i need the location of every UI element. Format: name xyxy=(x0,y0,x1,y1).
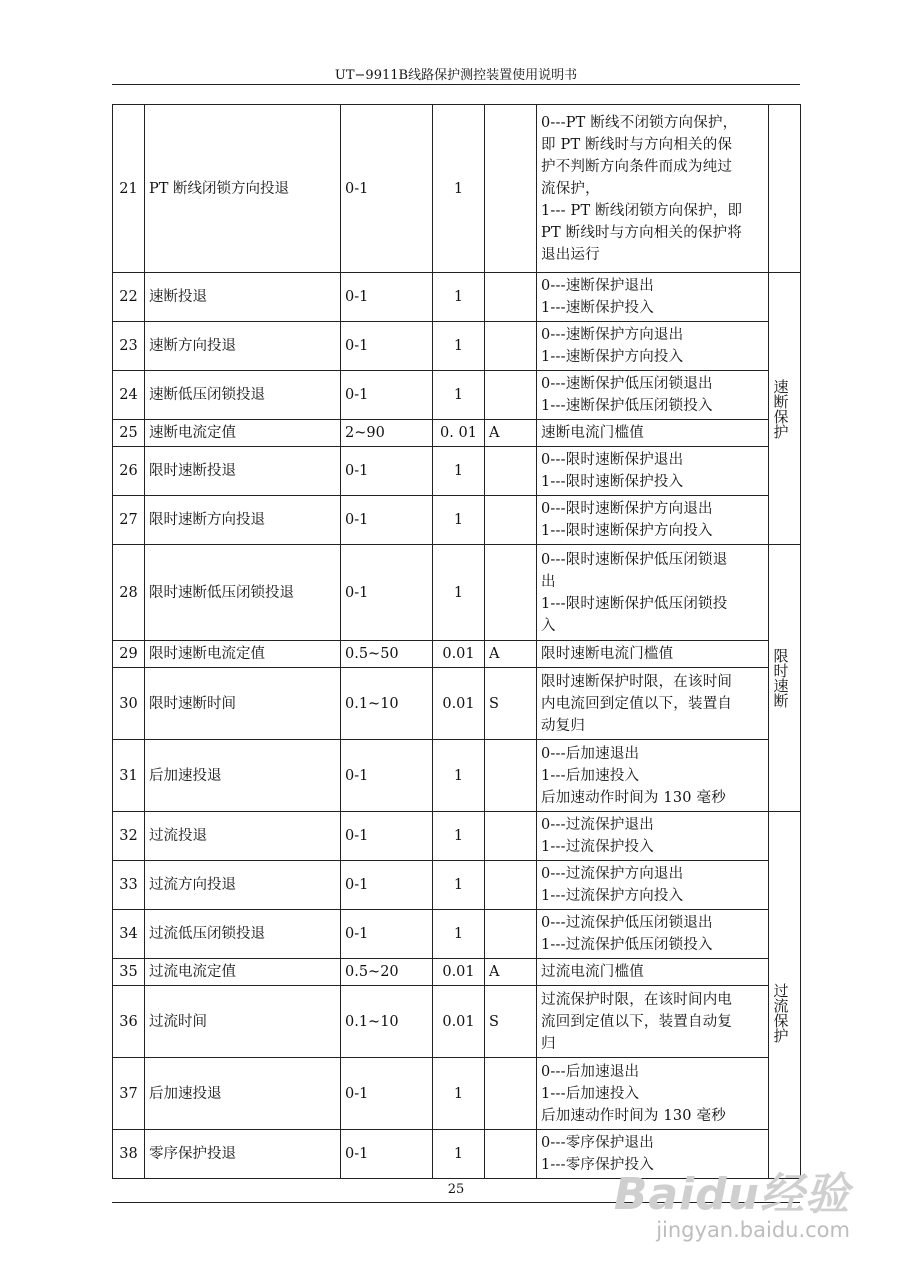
group-label-cell xyxy=(769,812,801,1179)
param-description xyxy=(537,545,769,641)
param-name: 过流低压闭锁投退 xyxy=(145,910,341,959)
param-range: 0-1 xyxy=(341,273,433,322)
watermark-url: jingyan.baidu.com xyxy=(656,1218,850,1242)
desc-line: 1---限时速断保护方向投入 xyxy=(541,523,713,539)
param-unit: S xyxy=(485,986,537,1058)
param-name: 速断投退 xyxy=(145,273,341,322)
table-row xyxy=(113,545,801,641)
param-step: 0.01 xyxy=(433,668,485,740)
param-name: 零序保护投退 xyxy=(145,1130,341,1179)
desc-line: 0---速断保护方向退出 xyxy=(541,327,684,343)
param-range: 0.5~20 xyxy=(341,959,433,986)
param-step: 0. 01 xyxy=(433,420,485,447)
desc-line: 0---过流保护退出 xyxy=(541,817,654,833)
desc-line: 1---速断保护低压闭锁投入 xyxy=(541,398,713,414)
desc-line: 1---速断保护投入 xyxy=(541,300,654,316)
desc-line: 1---限时速断保护低压闭锁投 xyxy=(541,595,728,612)
table-row xyxy=(113,910,801,959)
table-row xyxy=(113,986,801,1058)
desc-line: 0---后加速退出 xyxy=(541,745,640,762)
desc-line: 1---过流保护方向投入 xyxy=(541,888,684,904)
group-label-cell xyxy=(769,545,801,812)
row-number: 38 xyxy=(113,1130,145,1179)
param-name: 过流投退 xyxy=(145,812,341,861)
param-range: 0.1~10 xyxy=(341,668,433,740)
row-number: 27 xyxy=(113,496,145,545)
desc-line: 动复归 xyxy=(541,717,586,734)
table-row xyxy=(113,496,801,545)
param-step: 1 xyxy=(433,1058,485,1130)
param-step: 1 xyxy=(433,322,485,371)
row-number: 36 xyxy=(113,986,145,1058)
desc-line: 1--- PT 断线闭锁方向保护，即 xyxy=(541,202,743,219)
row-number: 22 xyxy=(113,273,145,322)
param-name: 后加速投退 xyxy=(145,740,341,812)
desc-line: 1---后加速投入 xyxy=(541,767,640,784)
param-unit xyxy=(485,371,537,420)
param-description xyxy=(537,273,769,322)
param-name: 速断方向投退 xyxy=(145,322,341,371)
desc-line: 退出运行 xyxy=(541,246,600,263)
param-range: 2~90 xyxy=(341,420,433,447)
table-row xyxy=(113,740,801,812)
row-number: 31 xyxy=(113,740,145,812)
table-row xyxy=(113,812,801,861)
group-label-cell xyxy=(769,273,801,545)
row-number: 24 xyxy=(113,371,145,420)
param-name: 限时速断时间 xyxy=(145,668,341,740)
row-number: 34 xyxy=(113,910,145,959)
desc-line: 0---速断保护退出 xyxy=(541,278,654,294)
param-name: 限时速断低压闭锁投退 xyxy=(145,545,341,641)
desc-line: 0---零序保护退出 xyxy=(541,1135,654,1151)
desc-line: 0---后加速退出 xyxy=(541,1063,640,1080)
param-range: 0-1 xyxy=(341,371,433,420)
param-range: 0-1 xyxy=(341,545,433,641)
table-row xyxy=(113,959,801,986)
param-step: 1 xyxy=(433,910,485,959)
param-name: 过流方向投退 xyxy=(145,861,341,910)
param-range: 0-1 xyxy=(341,496,433,545)
param-step: 1 xyxy=(433,371,485,420)
desc-line: 0---限时速断保护方向退出 xyxy=(541,501,713,517)
param-step: 1 xyxy=(433,496,485,545)
desc-line: 0---速断保护低压闭锁退出 xyxy=(541,376,713,392)
param-description xyxy=(537,371,769,420)
desc-line: 1---速断保护方向投入 xyxy=(541,349,684,365)
param-unit xyxy=(485,812,537,861)
table-row xyxy=(113,273,801,322)
param-name: 限时速断投退 xyxy=(145,447,341,496)
row-number: 30 xyxy=(113,668,145,740)
row-number: 29 xyxy=(113,641,145,668)
header-rule xyxy=(112,84,800,85)
table-row xyxy=(113,641,801,668)
settings-table xyxy=(112,104,801,1179)
desc-line: 内电流回到定值以下，装置自 xyxy=(541,695,733,712)
row-number: 23 xyxy=(113,322,145,371)
row-number: 21 xyxy=(113,105,145,273)
desc-line: 护不判断方向条件而成为纯过 xyxy=(541,158,733,175)
param-unit xyxy=(485,740,537,812)
desc-line: 即 PT 断线时与方向相关的保 xyxy=(541,136,733,153)
param-name: PT 断线闭锁方向投退 xyxy=(145,105,341,273)
param-description xyxy=(537,641,769,668)
param-description xyxy=(537,668,769,740)
param-unit: S xyxy=(485,668,537,740)
param-description xyxy=(537,105,769,273)
param-step: 1 xyxy=(433,545,485,641)
table-row xyxy=(113,420,801,447)
group-label-timed-instant: 限时速断 xyxy=(771,648,790,708)
param-unit: A xyxy=(485,420,537,447)
row-number: 32 xyxy=(113,812,145,861)
param-description xyxy=(537,812,769,861)
param-unit: A xyxy=(485,641,537,668)
param-unit xyxy=(485,545,537,641)
table-row xyxy=(113,371,801,420)
param-unit xyxy=(485,861,537,910)
row-number: 33 xyxy=(113,861,145,910)
param-range: 0-1 xyxy=(341,861,433,910)
param-unit xyxy=(485,105,537,273)
param-description xyxy=(537,910,769,959)
param-unit xyxy=(485,496,537,545)
param-description xyxy=(537,1058,769,1130)
param-unit xyxy=(485,322,537,371)
param-range: 0-1 xyxy=(341,1058,433,1130)
desc-line: 入 xyxy=(541,617,556,634)
desc-line: 0---PT 断线不闭锁方向保护， xyxy=(541,114,738,131)
param-name: 后加速投退 xyxy=(145,1058,341,1130)
param-unit xyxy=(485,1130,537,1179)
row-number: 35 xyxy=(113,959,145,986)
desc-line: 0---过流保护方向退出 xyxy=(541,866,684,882)
desc-line: 1---过流保护投入 xyxy=(541,839,654,855)
param-name: 速断电流定值 xyxy=(145,420,341,447)
watermark-brand: Baidu经验 xyxy=(613,1169,850,1220)
param-range: 0.5~50 xyxy=(341,641,433,668)
desc-line: 过流电流门槛值 xyxy=(541,964,644,980)
desc-line: 1---过流保护低压闭锁投入 xyxy=(541,937,713,953)
desc-line: 限时速断保护时限，在该时间 xyxy=(541,673,733,690)
table-row xyxy=(113,447,801,496)
desc-line: 归 xyxy=(541,1035,556,1052)
desc-line: 1---限时速断保护投入 xyxy=(541,474,684,490)
param-unit xyxy=(485,447,537,496)
group-label-instant-protection: 速断保护 xyxy=(771,378,790,439)
param-name: 限时速断电流定值 xyxy=(145,641,341,668)
param-range: 0-1 xyxy=(341,447,433,496)
param-step: 1 xyxy=(433,740,485,812)
desc-line: 速断电流门槛值 xyxy=(541,425,644,441)
param-step: 1 xyxy=(433,273,485,322)
desc-line: 1---后加速投入 xyxy=(541,1085,640,1102)
group-label-overcurrent-protection: 过流保护 xyxy=(771,983,790,1043)
param-description xyxy=(537,420,769,447)
row-number: 26 xyxy=(113,447,145,496)
param-range: 0-1 xyxy=(341,105,433,273)
param-step: 1 xyxy=(433,812,485,861)
param-name: 过流电流定值 xyxy=(145,959,341,986)
param-step: 1 xyxy=(433,447,485,496)
param-description xyxy=(537,496,769,545)
param-unit xyxy=(485,1058,537,1130)
desc-line: PT 断线时与方向相关的保护将 xyxy=(541,224,743,241)
table-row xyxy=(113,861,801,910)
desc-line: 流保护， xyxy=(541,180,600,197)
table-row xyxy=(113,668,801,740)
param-name: 速断低压闭锁投退 xyxy=(145,371,341,420)
param-step: 1 xyxy=(433,1130,485,1179)
param-range: 0-1 xyxy=(341,740,433,812)
row-number: 25 xyxy=(113,420,145,447)
param-step: 1 xyxy=(433,105,485,273)
desc-line: 0---限时速断保护低压闭锁退 xyxy=(541,551,728,568)
param-description xyxy=(537,986,769,1058)
param-range: 0-1 xyxy=(341,812,433,861)
param-step: 0.01 xyxy=(433,986,485,1058)
param-description xyxy=(537,959,769,986)
row-number: 28 xyxy=(113,545,145,641)
desc-line: 1---零序保护投入 xyxy=(541,1157,654,1173)
param-unit: A xyxy=(485,959,537,986)
desc-line: 0---限时速断保护退出 xyxy=(541,452,684,468)
param-description xyxy=(537,322,769,371)
table-row xyxy=(113,1058,801,1130)
param-name: 过流时间 xyxy=(145,986,341,1058)
param-description xyxy=(537,740,769,812)
param-range: 0-1 xyxy=(341,910,433,959)
desc-line: 后加速动作时间为 130 毫秒 xyxy=(541,789,726,806)
row-number: 37 xyxy=(113,1058,145,1130)
param-unit xyxy=(485,910,537,959)
page-number: 25 xyxy=(447,1182,465,1197)
param-step: 0.01 xyxy=(433,641,485,668)
group-cell-empty xyxy=(769,105,801,273)
param-step: 1 xyxy=(433,861,485,910)
param-unit xyxy=(485,273,537,322)
desc-line: 流回到定值以下，装置自动复 xyxy=(541,1013,733,1030)
watermark xyxy=(614,1158,850,1242)
param-range: 0-1 xyxy=(341,322,433,371)
param-description xyxy=(537,861,769,910)
param-name: 限时速断方向投退 xyxy=(145,496,341,545)
desc-line: 出 xyxy=(541,573,556,590)
param-range: 0.1~10 xyxy=(341,986,433,1058)
param-description xyxy=(537,447,769,496)
table-row xyxy=(113,322,801,371)
desc-line: 后加速动作时间为 130 毫秒 xyxy=(541,1107,726,1124)
param-range: 0-1 xyxy=(341,1130,433,1179)
document-header-title: UT−9911B线路保护测控装置使用说明书 xyxy=(334,68,578,83)
desc-line: 限时速断电流门槛值 xyxy=(541,646,674,662)
table-row xyxy=(113,105,801,273)
param-step: 0.01 xyxy=(433,959,485,986)
desc-line: 0---过流保护低压闭锁退出 xyxy=(541,915,713,931)
desc-line: 过流保护时限，在该时间内电 xyxy=(541,991,733,1008)
